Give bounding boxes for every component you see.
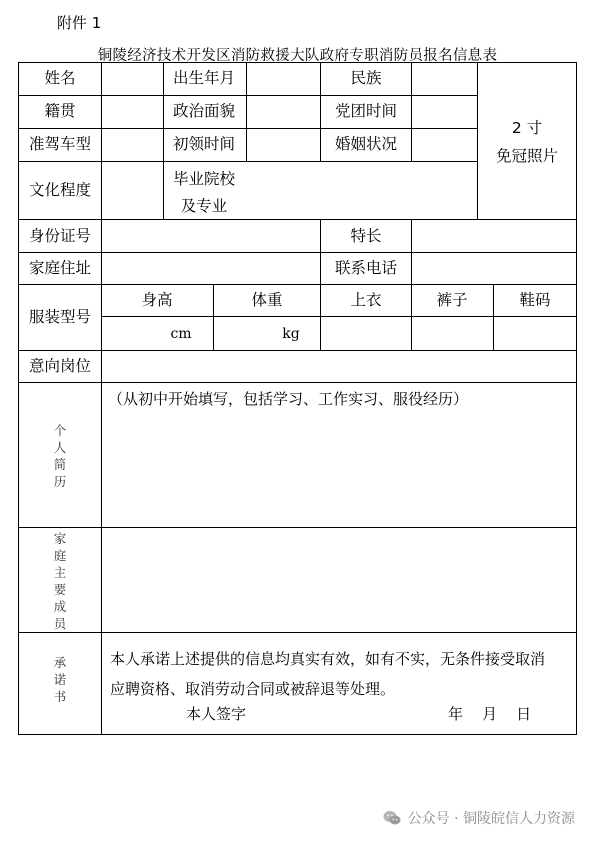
label-license-type: 准驾车型 xyxy=(28,135,92,153)
photo-note: 免冠照片 xyxy=(495,147,559,165)
label-marital-status: 婚姻状况 xyxy=(334,135,398,153)
label-pants: 裤子 xyxy=(436,291,468,309)
height-unit: cm xyxy=(170,326,192,342)
pledge-line-1: 本人承诺上述提供的信息均真实有效，如有不实，无条件接受取消 xyxy=(110,650,546,668)
date-label: 年 月 日 xyxy=(448,705,532,723)
label-clothing-size: 服装型号 xyxy=(28,308,92,326)
label-school-line2: 及专业 xyxy=(180,197,228,215)
watermark-text: 公众号 · 铜陵皖信人力资源 xyxy=(407,811,575,827)
weight-unit: kg xyxy=(282,326,300,342)
label-education: 文化程度 xyxy=(28,181,92,199)
label-party-date: 党团时间 xyxy=(334,102,398,120)
signature-label: 本人签字 xyxy=(186,705,247,723)
label-desired-post: 意向岗位 xyxy=(28,357,92,375)
watermark xyxy=(382,808,575,828)
label-ethnicity: 民族 xyxy=(350,69,382,87)
label-license-date: 初领时间 xyxy=(172,135,236,153)
label-birth: 出生年月 xyxy=(172,69,236,87)
pledge-line-2: 应聘资格、取消劳动合同或被辞退等处理。 xyxy=(110,680,396,698)
label-top: 上衣 xyxy=(350,291,382,309)
pledge-text xyxy=(110,644,545,704)
label-specialty: 特长 xyxy=(350,227,382,245)
label-phone: 联系电话 xyxy=(334,259,398,277)
family-label: 家 庭 主 要 成 员 xyxy=(53,531,67,631)
resume-hint: （从初中开始填写，包括学习、工作实习、服役经历） xyxy=(108,390,469,408)
photo-size: 2 寸 xyxy=(511,119,543,137)
label-political-status: 政治面貌 xyxy=(172,102,236,120)
label-name: 姓名 xyxy=(44,69,76,87)
wechat-icon xyxy=(382,808,402,828)
label-id-number: 身份证号 xyxy=(28,227,92,245)
label-height: 身高 xyxy=(141,291,173,309)
label-shoes: 鞋码 xyxy=(519,291,551,309)
label-native-place: 籍贯 xyxy=(44,102,76,120)
resume-label: 个 人 简 历 xyxy=(53,423,67,489)
label-weight: 体重 xyxy=(251,291,283,309)
pledge-label: 承 诺 书 xyxy=(53,655,67,704)
attachment-label: 附件 1 xyxy=(57,14,102,32)
label-address: 家庭住址 xyxy=(28,259,92,277)
form-title: 铜陵经济技术开发区消防救援大队政府专职消防员报名信息表 xyxy=(97,48,498,64)
label-school-line1: 毕业院校 xyxy=(172,170,236,188)
